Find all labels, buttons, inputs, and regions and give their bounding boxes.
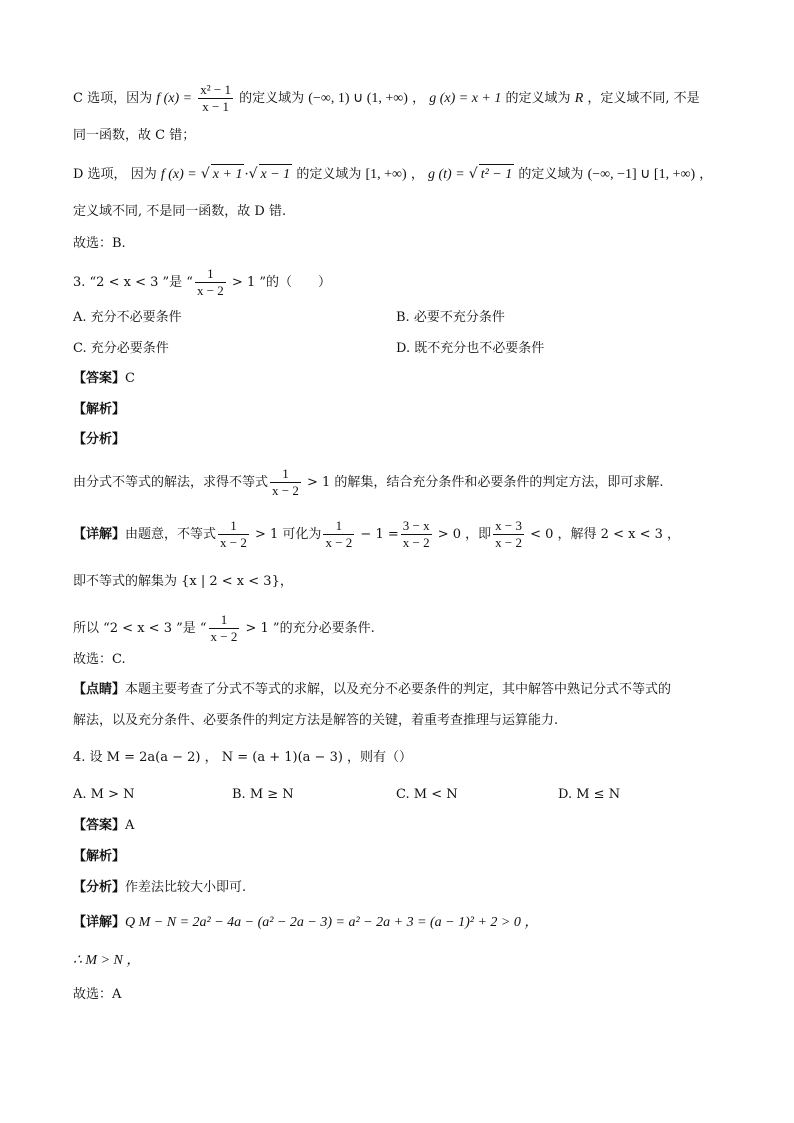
d-option-line-2: 定义域不同, 不是同一函数，故 D 错. xyxy=(73,204,287,219)
q4-option-d: D. M ≤ N xyxy=(558,787,621,802)
q3-jiexi: 【解析】 xyxy=(73,402,126,417)
q3-choose: 故选：C. xyxy=(73,652,126,667)
q3-option-a: A. 充分不必要条件 xyxy=(73,310,182,325)
c-option-line-2: 同一函数，故 C 错； xyxy=(73,128,196,143)
q4-stem: 4. 设 M = 2a(a − 2) ， N = (a + 1)(a − 3) ，则有（） xyxy=(73,750,413,765)
q3-conclusion: 所以 “2 < x < 3 ”是 “ $\frac{1}{x - 2}$ > 1 ”的充分必要条件. xyxy=(73,612,375,644)
q3-detail: 【详解】由题意，不等式 $\frac{1}{x - 2}$ > 1 可化为 $\frac{1}{x - 2}$ − 1 = $\frac{3 - x}{x - 2}$ > 0 ，即 $\frac{x - 3}{x - 2}$ < 0 ，解得 2 < x < 3 ， xyxy=(73,518,680,550)
sqrt-icon: √ xyxy=(200,166,210,182)
q4-fenxi: 【分析】作差法比较大小即可. xyxy=(73,880,247,895)
d-option-line-1: D 选项， 因为 f (x) = √ x + 1 ·√ x − 1 的定义域为 [1, +∞) ， g (t) = √ t² − 1 的定义域为 (−∞, −1] ∪ [1, +∞) ， xyxy=(73,164,712,185)
q3-analysis: 由分式不等式的解法，求得不等式 $\frac{1}{x - 2}$ > 1 的解集，结合充分条件和必要条件的判定方法，即可求解. xyxy=(73,466,664,498)
q4-option-c: C. M < N xyxy=(396,787,458,802)
q4-therefore: ∴ M > N ， xyxy=(73,953,141,968)
q3-option-b: B. 必要不充分条件 xyxy=(396,310,505,325)
q4-detail: 【详解】Q M − N = 2a² − 4a − (a² − 2a − 3) = a² − 2a + 3 = (a − 1)² + 2 > 0 ， xyxy=(73,915,539,930)
q3-comment-1: 【点睛】本题主要考查了分式不等式的求解，以及充分不必要条件的判定，其中解答中熟记分式不等式的 xyxy=(73,682,672,697)
q4-choose: 故选：A xyxy=(73,987,122,1002)
frac-x2m1-over-xm1: $\frac{\text{x² − 1}}{x - 1}$ xyxy=(200,82,231,114)
q4-answer: 【答案】A xyxy=(73,818,135,833)
c-option-line-1: C 选项，因为 f (x) = $\frac{\text{x² − 1}}{x - 1}$ 的定义域为 (−∞, 1) ∪ (1, +∞) ， g (x) = x + 1 的定义域为 R ，定义域不同, 不是 xyxy=(73,82,700,114)
q3-comment-2: 解法，以及充分条件、必要条件的判定方法是解答的关键，着重考查推理与运算能力. xyxy=(73,713,559,728)
q3-option-d: D. 既不充分也不必要条件 xyxy=(396,341,545,356)
choose-b: 故选：B. xyxy=(73,236,126,251)
q3-solution-set: 即不等式的解集为 {x | 2 < x < 3}， xyxy=(73,574,293,589)
q3-option-c: C. 充分必要条件 xyxy=(73,341,169,356)
q3-stem: 3. “2 < x < 3 ”是 “ $\frac{1}{x - 2}$ > 1 ”的（ ） xyxy=(73,266,331,298)
q4-option-a: A. M > N xyxy=(73,787,135,802)
q3-answer: 【答案】C xyxy=(73,371,135,386)
q3-fenxi: 【分析】 xyxy=(73,432,126,447)
sqrt-icon: √ xyxy=(248,166,258,182)
sqrt-icon: √ xyxy=(468,166,478,182)
f-def: f (x) = xyxy=(156,91,193,106)
q4-jiexi: 【解析】 xyxy=(73,849,126,864)
q4-option-b: B. M ≥ N xyxy=(232,787,294,802)
